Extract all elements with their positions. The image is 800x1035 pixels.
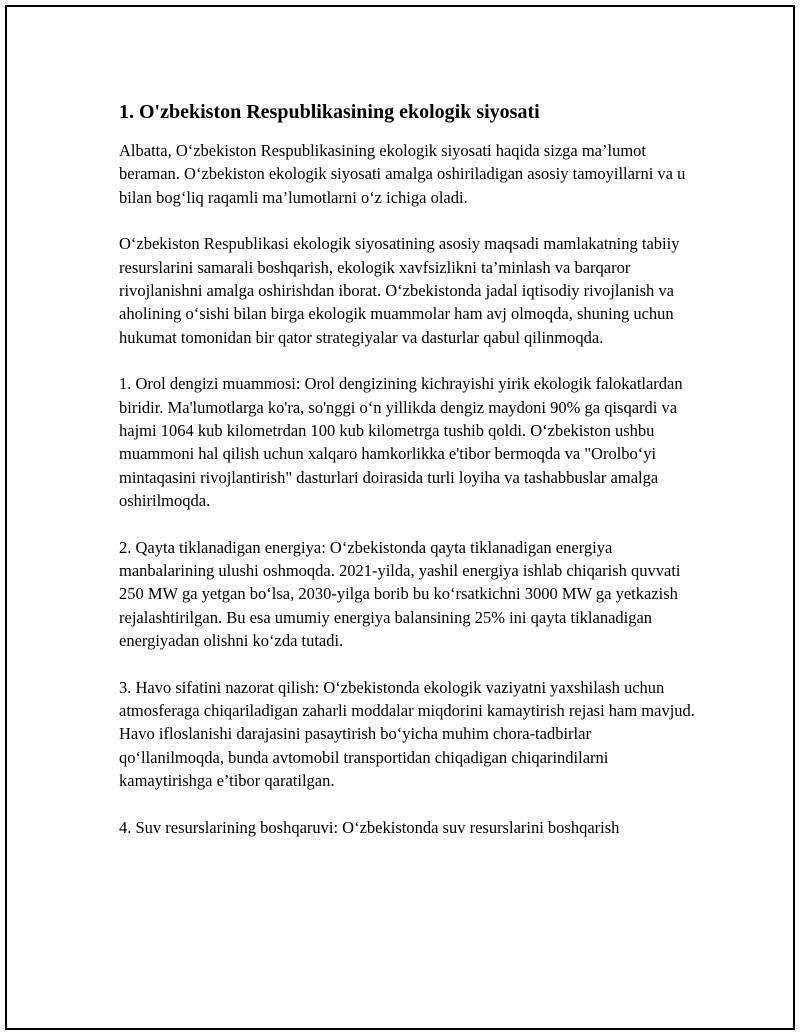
paragraph-policy-goal: O‘zbekiston Respublikasi ekologik siyosatining asosiy maqsadi mamlakatning tabiiy resurslarini samarali boshqarish, ekologik xavfsizlikni ta’minlash va barqaror rivojlanishni amalga oshirishdan iborat. O‘zbekistonda jadal iqtisodiy rivojlanish va aholining o‘sishi bilan birga ekologik muammolar ham avj olmoqda, shuning uchun hukumat tomonidan bir qator strategiyalar va dasturlar qabul qilinmoqda. <box>119 234 680 347</box>
paragraph-renewable-energy: 2. Qayta tiklanadigan energiya: O‘zbekistonda qayta tiklanadigan energiya manbalarining ulushi oshmoqda. 2021-yilda, yashil energiya ishlab chiqarish quvvati 250 MW ga yetgan bo‘lsa, 2030-yilga borib bu ko‘rsatkichni 3000 MW ga yetkazish rejalashtirilgan. Bu esa umumiy energiya balansining 25% ini qayta tiklanadigan energiyadan olishni ko‘zda tutadi. <box>119 537 681 650</box>
paragraph-air-quality: 3. Havo sifatini nazorat qilish: O‘zbekistonda ekologik vaziyatni yaxshilash uchun atmosferaga chiqariladigan zaharli moddalar miqdorini kamaytirish rejasi ham mavjud. Havo ifloslanishi darajasini pasaytirish bo‘yicha muhim chora-tadbirlar qo‘llanilmoqda, bunda avtomobil transportidan chiqadigan chiqarindilarni kamaytirishga e’tibor qaratilgan. <box>119 677 695 790</box>
document-body <box>119 99 699 862</box>
paragraph-water-resources: 4. Suv resurslarining boshqaruvi: O‘zbekistonda suv resurslarini boshqarish <box>119 817 620 837</box>
page-border <box>5 5 795 1030</box>
paragraph-intro: Albatta, O‘zbekiston Respublikasining ekologik siyosati haqida sizga ma’lumot beraman. O‘zbekiston ekologik siyosati amalga oshiriladigan asosiy tamoyillarni va u bilan bog‘liq raqamli ma’lumotlarni o‘z ichiga oladi. <box>119 141 686 207</box>
document-title: 1. O'zbekiston Respublikasining ekologik siyosati <box>119 101 540 123</box>
paragraph-aral-sea: 1. Orol dengizi muammosi: Orol dengizining kichrayishi yirik ekologik falokatlardan biridir. Ma'lumotlarga ko'ra, so'nggi o‘n yillikda dengiz maydoni 90% ga qisqardi va hajmi 1064 kub kilometrdan 100 kub kilometrga tushib qoldi. O‘zbekiston ushbu muammoni hal qilish uchun xalqaro hamkorlikka e'tibor bermoqda va "Orolbo‘yi mintaqasini rivojlantirish" dasturlari doirasida turli loyiha va tashabbuslar amalga oshirilmoqda. <box>119 374 683 510</box>
